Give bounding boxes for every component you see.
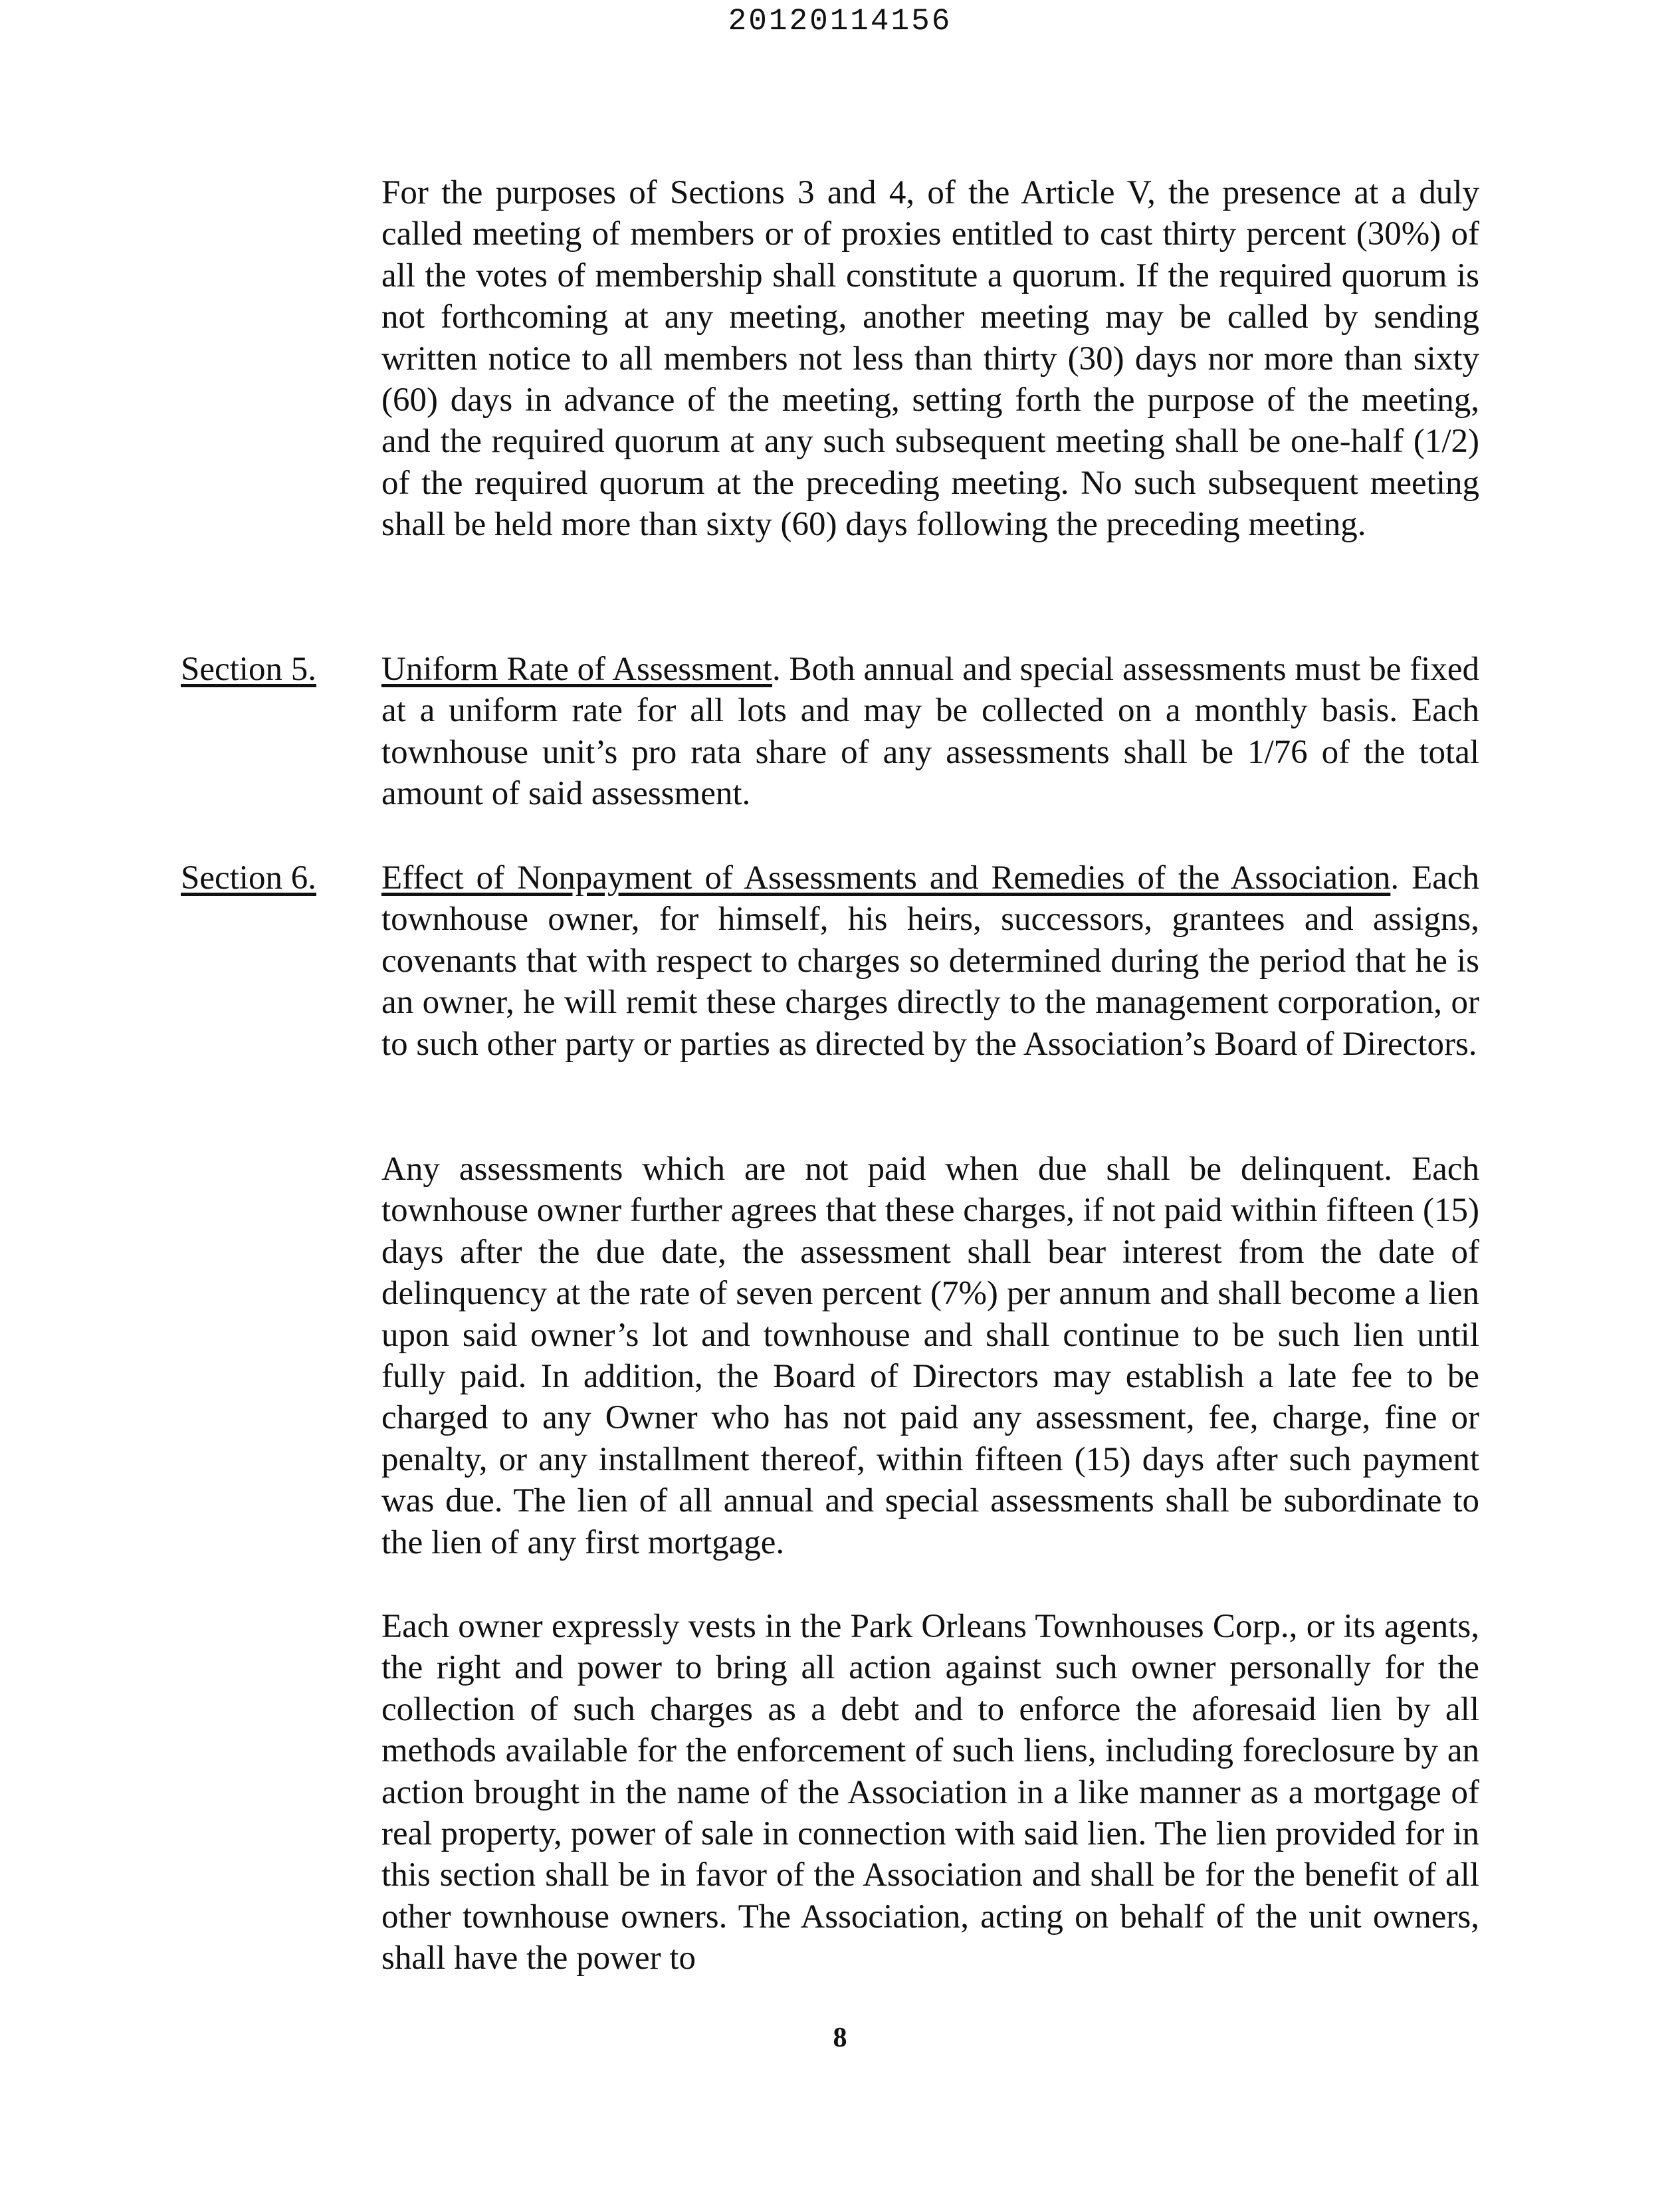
section-6-text: . Each townhouse owner, for himself, his heirs, successors, grantees and assigns, covenants that with respect to charges so determined during the period that he is an owner, he will remit these charges directly to the management corporation, or to such other party or parties as directed by the Association’s Board of Directors. bbox=[381, 859, 1479, 1063]
section-6-heading: Effect of Nonpayment of Assessments and Remedies of the Association bbox=[381, 859, 1391, 897]
section-5-label: Section 5. bbox=[181, 651, 316, 688]
page-number: 8 bbox=[833, 2023, 847, 2053]
document-number: 20120114156 bbox=[728, 4, 952, 39]
delinquency-paragraph: Any assessments which are not paid when due shall be delinquent. Each townhouse owner further agrees that these charges, if not paid within fifteen (15) days after the due date, the assessment shall bear interest from the date of delinquency at the rate of seven percent (7%) per annum and shall become a lien upon said owner’s lot and townhouse and shall continue to be such lien until fully paid. In addition, the Board of Directors may establish a late fee to be charged to any Owner who has not paid any assessment, fee, charge, fine or penalty, or any installment thereof, within fifteen (15) days after such payment was due. The lien of all annual and special assessments shall be subordinate to the lien of any first mortgage. bbox=[381, 1151, 1479, 1561]
section-5-paragraph bbox=[381, 649, 1479, 815]
section-5-heading: Uniform Rate of Assessment bbox=[381, 651, 772, 688]
section-6-paragraph bbox=[381, 857, 1479, 1065]
quorum-paragraph: For the purposes of Sections 3 and 4, of the Article V, the presence at a duly called meeting of members or of proxies entitled to cast thirty percent (30%) of all the votes of membership shall constitute a quorum. If the required quorum is not forthcoming at any meeting, another meeting may be called by sending written notice to all members not less than thirty (30) days nor more than sixty (60) days in advance of the meeting, setting forth the purpose of the meeting, and the required quorum at any such subsequent meeting shall be one-half (1/2) of the required quorum at the preceding meeting. No such subsequent meeting shall be held more than sixty (60) days following the preceding meeting. bbox=[381, 174, 1479, 544]
section-6-label: Section 6. bbox=[181, 859, 316, 897]
section-5-text: . Both annual and special assessments must be fixed at a uniform rate for all lots and may be collected on a monthly basis. Each townhouse unit’s pro rata share of any assessments shall be 1/76 of the total amount of said assessment. bbox=[381, 651, 1479, 813]
enforcement-paragraph: Each owner expressly vests in the Park Orleans Townhouses Corp., or its agents, the right and power to bring all action against such owner personally for the collection of such charges as a debt and to enforce the aforesaid lien by all methods available for the enforcement of such liens, including foreclosure by an action brought in the name of the Association in a like manner as a mortgage of real property, power of sale in connection with said lien. The lien provided for in this section shall be in favor of the Association and shall be for the benefit of all other townhouse owners. The Association, acting on behalf of the unit owners, shall have the power to bbox=[381, 1608, 1479, 1977]
